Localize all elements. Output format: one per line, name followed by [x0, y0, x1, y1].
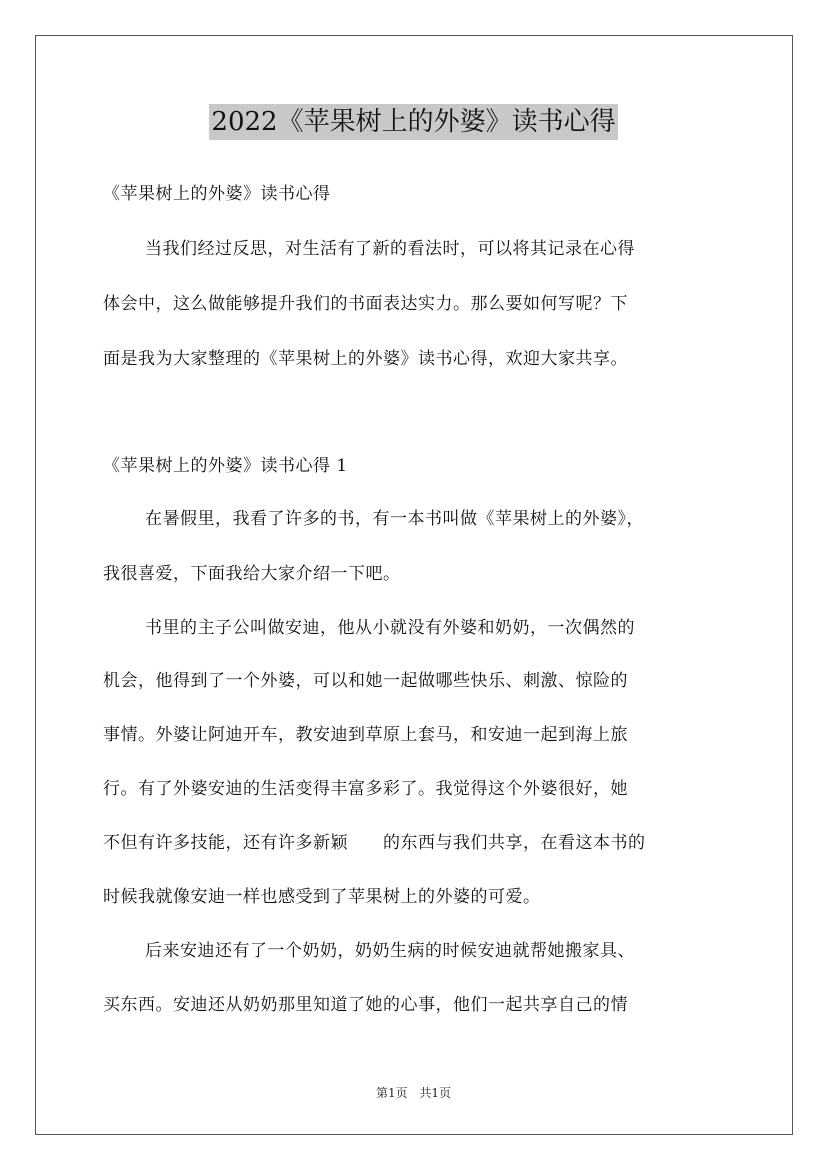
document-title: [0, 104, 827, 140]
page-number: 第1页: [375, 1086, 408, 1100]
paragraph-line: 后来安迪还有了一个奶奶，奶奶生病的时候安迪就帮她搬家具、: [145, 941, 635, 961]
section-heading: 《苹果树上的外婆》读书心得 1: [103, 456, 348, 476]
paragraph-line: 书里的主子公叫做安迪，他从小就没有外婆和奶奶，一次偶然的: [145, 618, 635, 638]
paragraph-line: 机会，他得到了一个外婆，可以和她一起做哪些快乐、刺激、惊险的: [103, 671, 628, 691]
subtitle: 《苹果树上的外婆》读书心得: [103, 184, 331, 204]
paragraph-line: 时候我就像安迪一样也感受到了苹果树上的外婆的可爱。: [103, 887, 541, 907]
page-footer: [0, 1084, 827, 1101]
paragraph-line: 在暑假里，我看了许多的书，有一本书叫做《苹果树上的外婆》，: [145, 509, 644, 529]
paragraph-line: 事情。外婆让阿迪开车，教安迪到草原上套马，和安迪一起到海上旅: [103, 725, 628, 745]
paragraph-line: 体会中，这么做能够提升我们的书面表达实力。那么要如何写呢？下: [103, 294, 628, 314]
paragraph-line: 面是我为大家整理的《苹果树上的外婆》读书心得，欢迎大家共享。: [103, 349, 628, 369]
paragraph-line: 当我们经过反思，对生活有了新的看法时，可以将其记录在心得: [145, 239, 635, 259]
paragraph-line: 我很喜爱，下面我给大家介绍一下吧。: [103, 564, 401, 584]
document-title-text: 2022《苹果树上的外婆》读书心得: [209, 104, 617, 140]
paragraph-line: 不但有许多技能，还有许多新颖 的东西与我们共享，在看这本书的: [103, 833, 646, 853]
page-total: 共1页: [419, 1086, 452, 1100]
paragraph-line: 买东西。安迪还从奶奶那里知道了她的心事，他们一起共享自己的情: [103, 995, 628, 1015]
paragraph-line: 行。有了外婆安迪的生活变得丰富多彩了。我觉得这个外婆很好，她: [103, 779, 628, 799]
